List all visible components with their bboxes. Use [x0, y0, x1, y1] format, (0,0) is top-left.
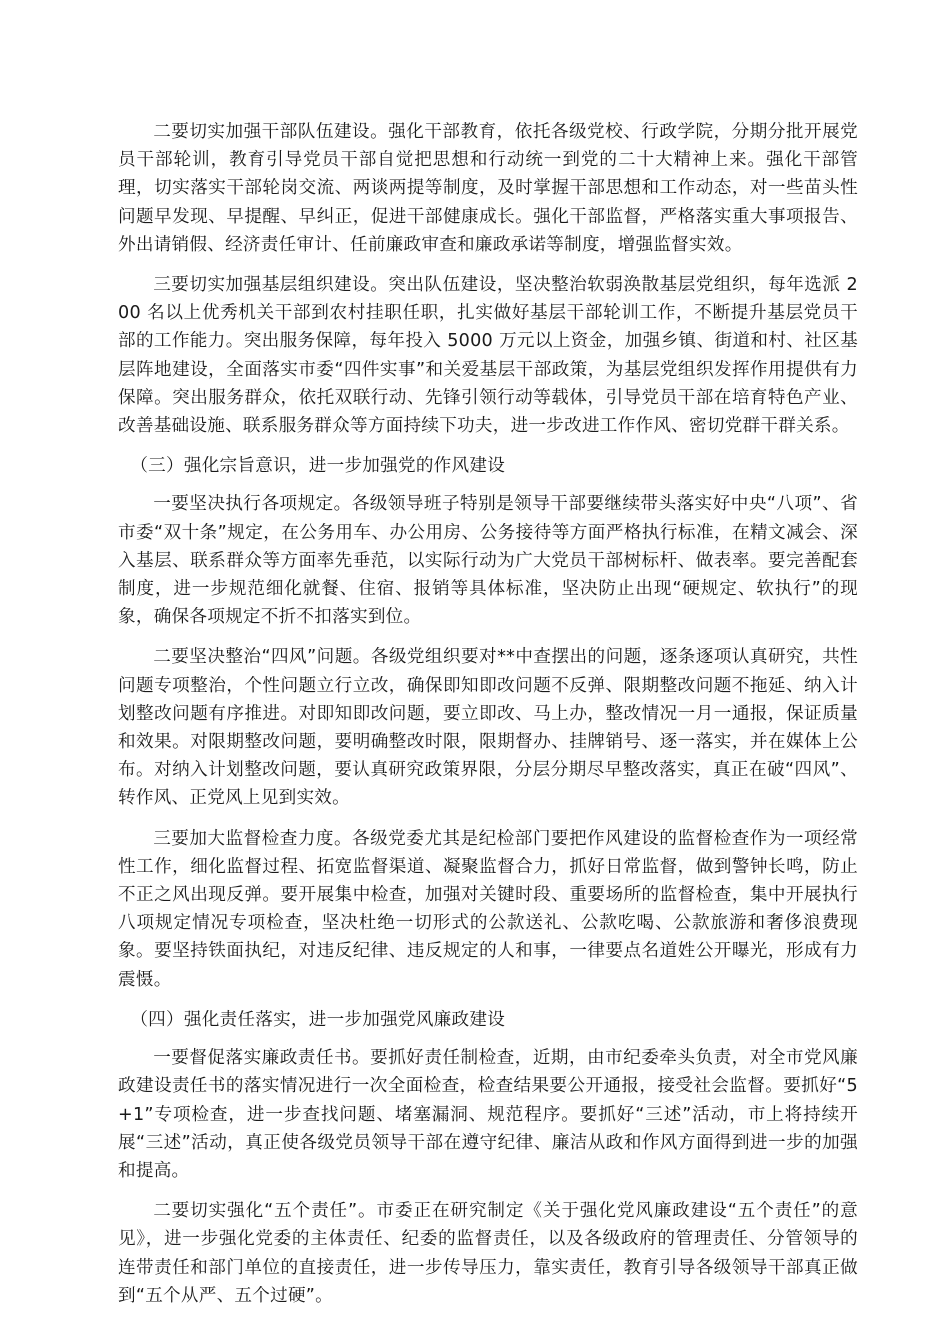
paragraph-five-responsibilities: 二要切实强化“五个责任”。市委正在研究制定《关于强化党风廉政建设“五个责任”的意见》，进一步强化党委的主体责任、纪委的监督责任，以及各级政府的管理责任、分管领导的连带责任和部门单位的直接责任，进一步传导压力，靠实责任，教育引导各级领导干部真正做到“五个从严、五个过硬”。	[118, 1201, 858, 1306]
paragraph-cadre-team: 二要切实加强干部队伍建设。强化干部教育，依托各级党校、行政学院，分期分批开展党员干部轮训，教育引导党员干部自觉把思想和行动统一到党的二十大精神上来。强化干部管理，切实落实干部轮岗交流、两谈两提等制度，及时掌握干部思想和工作动态，对一些苗头性问题早发现、早提醒、早纠正，促进干部健康成长。强化干部监督，严格落实重大事项报告、外出请销假、经济责任审计、任前廉政审查和廉政承诺等制度，增强监督实效。	[118, 122, 858, 255]
document-body	[118, 118, 858, 1322]
paragraph-four-winds: 二要坚决整治“四风”问题。各级党组织要对**中查摆出的问题，逐条逐项认真研究，共性问题专项整治，个性问题立行立改，确保即知即改问题不反弹、限期整改问题不拖延、纳入计划整改问题有序推进。对即知即改问题，要立即改、马上办，整改情况一月一通报，保证质量和效果。对限期整改问题，要明确整改时限，限期督办、挂牌销号、逐一落实，并在媒体上公布。对纳入计划整改问题，要认真研究政策界限，分层分期尽早整改落实，真正在破“四风”、转作风、正党风上见到实效。	[118, 647, 858, 809]
paragraph-responsibility-letter: 一要督促落实廉政责任书。要抓好责任制检查，近期，由市纪委牵头负责，对全市党风廉政建设责任书的落实情况进行一次全面检查，检查结果要公开通报，接受社会监督。要抓好“5+1”专项检查，进一步查找问题、堵塞漏洞、规范程序。要抓好“三述”活动，市上将持续开展“三述”活动，真正使各级党员领导干部在遵守纪律、廉洁从政和作风方面得到进一步的加强和提高。	[118, 1048, 858, 1181]
section-heading-3: （三）强化宗旨意识，进一步加强党的作风建设	[130, 456, 506, 477]
section-heading-4: （四）强化责任落实，进一步加强党风廉政建设	[130, 1009, 506, 1030]
paragraph-grassroots-organization: 三要切实加强基层组织建设。突出队伍建设，坚决整治软弱涣散基层党组织，每年选派 200 名以上优秀机关干部到农村挂职任职，扎实做好基层干部轮训工作，不断提升基层党员干部的工作能力。突出服务保障，每年投入 5000 万元以上资金，加强乡镇、街道和村、社区基层阵地建设，全面落实市委“四件实事”和关爱基层干部政策，为基层党组织发挥作用提供有力保障。突出服务群众，依托双联行动、先锋引领行动等载体，引导党员干部在培育特色产业、改善基础设施、联系服务群众等方面持续下功夫，进一步改进工作作风、密切党群干群关系。	[118, 275, 858, 437]
paragraph-supervision: 三要加大监督检查力度。各级党委尤其是纪检部门要把作风建设的监督检查作为一项经常性工作，细化监督过程、拓宽监督渠道、凝聚监督合力，抓好日常监督，做到警钟长鸣，防止不正之风出现反弹。要开展集中检查，加强对关键时段、重要场所的监督检查，集中开展执行八项规定情况专项检查，坚决杜绝一切形式的公款送礼、公款吃喝、公款旅游和奢侈浪费现象。要坚持铁面执纪，对违反纪律、违反规定的人和事，一律要点名道姓公开曝光，形成有力震慑。	[118, 828, 858, 990]
paragraph-execute-regulations: 一要坚决执行各项规定。各级领导班子特别是领导干部要继续带头落实好中央“八项”、省市委“双十条”规定，在公务用车、办公用房、公务接待等方面严格执行标准，在精文减会、深入基层、联系群众等方面率先垂范，以实际行动为广大党员干部树标杆、做表率。要完善配套制度，进一步规范细化就餐、住宿、报销等具体标准，坚决防止出现“硬规定、软执行”的现象，确保各项规定不折不扣落实到位。	[118, 494, 858, 628]
